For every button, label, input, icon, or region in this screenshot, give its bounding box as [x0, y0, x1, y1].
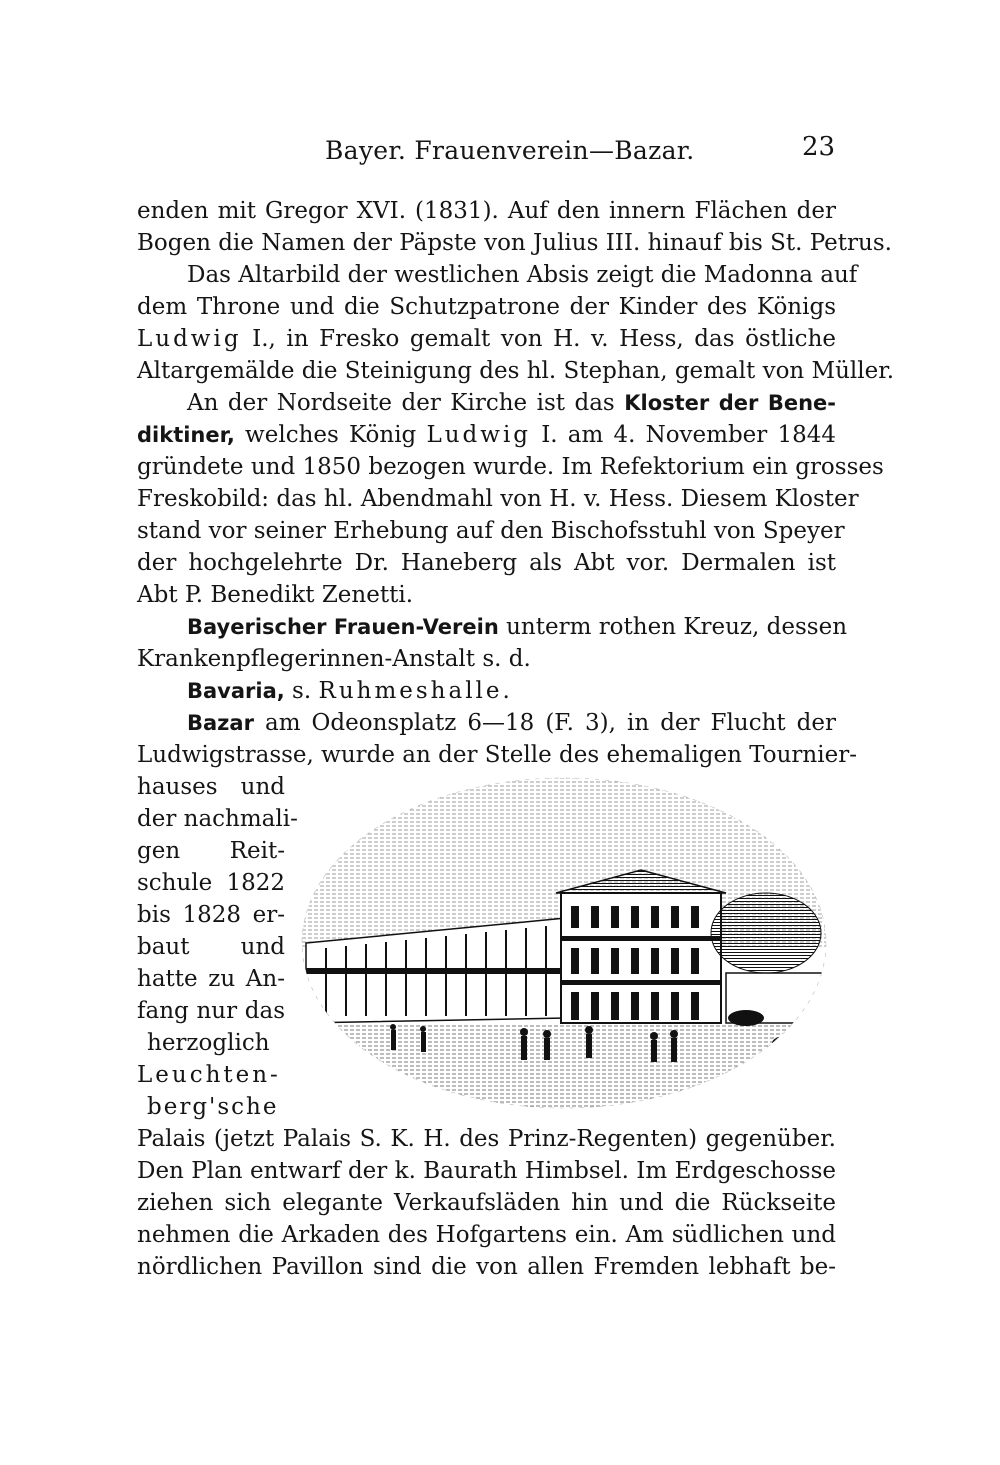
- text-line: nördlichen Pavillon sind die von allen Fremden lebhaft be-: [137, 1254, 836, 1280]
- text-line: Das Altarbild der westlichen Absis zeigt die Madonna auf: [187, 262, 858, 288]
- bold-heading: Bavaria,: [187, 679, 285, 703]
- text-span: s.: [284, 678, 319, 704]
- text-line: enden mit Gregor XVI. (1831). Auf den innern Flächen der: [137, 198, 836, 224]
- text-line: dem Throne und die Schutzpatrone der Kinder des Königs: [137, 294, 836, 320]
- bold-heading: Kloster der Bene-: [624, 391, 836, 415]
- text-line: fang nur das: [137, 998, 285, 1024]
- text-line: nehmen die Arkaden des Hofgartens ein. Am südlichen und: [137, 1222, 836, 1248]
- text-line: Palais (jetzt Palais S. K. H. des Prinz-Regenten) gegenüber.: [137, 1126, 836, 1152]
- text-line: bis 1828 er-: [137, 902, 285, 928]
- bold-heading: diktiner,: [137, 423, 235, 447]
- text-line: Den Plan entwarf der k. Baurath Himbsel. Im Erdgeschosse: [137, 1158, 836, 1184]
- text-line: [187, 675, 836, 707]
- text-line: [187, 387, 836, 419]
- text-line: [137, 323, 836, 355]
- bazar-engraving: [296, 768, 833, 1110]
- text-line: der nachmali-: [137, 806, 298, 832]
- text-line: Krankenpflegerinnen-Anstalt s. d.: [137, 646, 531, 672]
- text-line: Abt P. Benedikt Zenetti.: [137, 582, 413, 608]
- text-line: baut und: [137, 934, 285, 960]
- text-span: I. am 4. November 1844: [531, 422, 836, 448]
- text-line: berg'sche: [147, 1094, 279, 1120]
- bold-heading: Bayerischer Frauen-Verein: [187, 615, 499, 639]
- text-line: herzoglich: [147, 1030, 270, 1056]
- text-line: hatte zu An-: [137, 966, 285, 992]
- text-line: Leuchten-: [137, 1062, 281, 1088]
- text-span: unterm rothen Kreuz, dessen: [498, 614, 848, 640]
- text-line: Freskobild: das hl. Abendmahl von H. v. Hess. Diesem Kloster: [137, 486, 859, 512]
- text-line: gen Reit-: [137, 838, 285, 864]
- spaced-name: Ludwig: [137, 326, 242, 352]
- text-line: gründete und 1850 bezogen wurde. Im Refektorium ein grosses: [137, 454, 884, 480]
- bold-heading: Bazar: [187, 711, 254, 735]
- text-line: [187, 707, 836, 739]
- text-line: Ludwigstrasse, wurde an der Stelle des ehemaligen Tournier-: [137, 742, 857, 768]
- spaced-name: Ludwig: [426, 422, 532, 448]
- text-span: welches König: [234, 422, 427, 448]
- text-span: am Odeonsplatz 6—18 (F. 3), in der Flucht der: [253, 710, 836, 736]
- spaced-name: Ruhmeshalle.: [318, 678, 513, 704]
- text-line: der hochgelehrte Dr. Haneberg als Abt vor. Dermalen ist: [137, 550, 836, 576]
- text-line: [137, 419, 836, 451]
- text-line: stand vor seiner Erhebung auf den Bischofsstuhl von Speyer: [137, 518, 845, 544]
- running-title: Bayer. Frauenverein—Bazar.: [325, 136, 695, 165]
- text-line: schule 1822: [137, 870, 285, 896]
- text-line: ziehen sich elegante Verkaufsläden hin und die Rückseite: [137, 1190, 836, 1216]
- street: [296, 1023, 833, 1110]
- text-line: Altargemälde die Steinigung des hl. Stephan, gemalt von Müller.: [137, 358, 895, 384]
- text-span: I., in Fresko gemalt von H. v. Hess, das östliche: [241, 326, 836, 352]
- page-number: 23: [802, 132, 836, 162]
- trees: [711, 893, 821, 973]
- text-span: An der Nordseite der Kirche ist das: [187, 390, 625, 416]
- text-line: Bogen die Namen der Päpste von Julius III. hinauf bis St. Petrus.: [137, 230, 892, 256]
- text-line: [187, 611, 848, 643]
- text-line: hauses und: [137, 774, 285, 800]
